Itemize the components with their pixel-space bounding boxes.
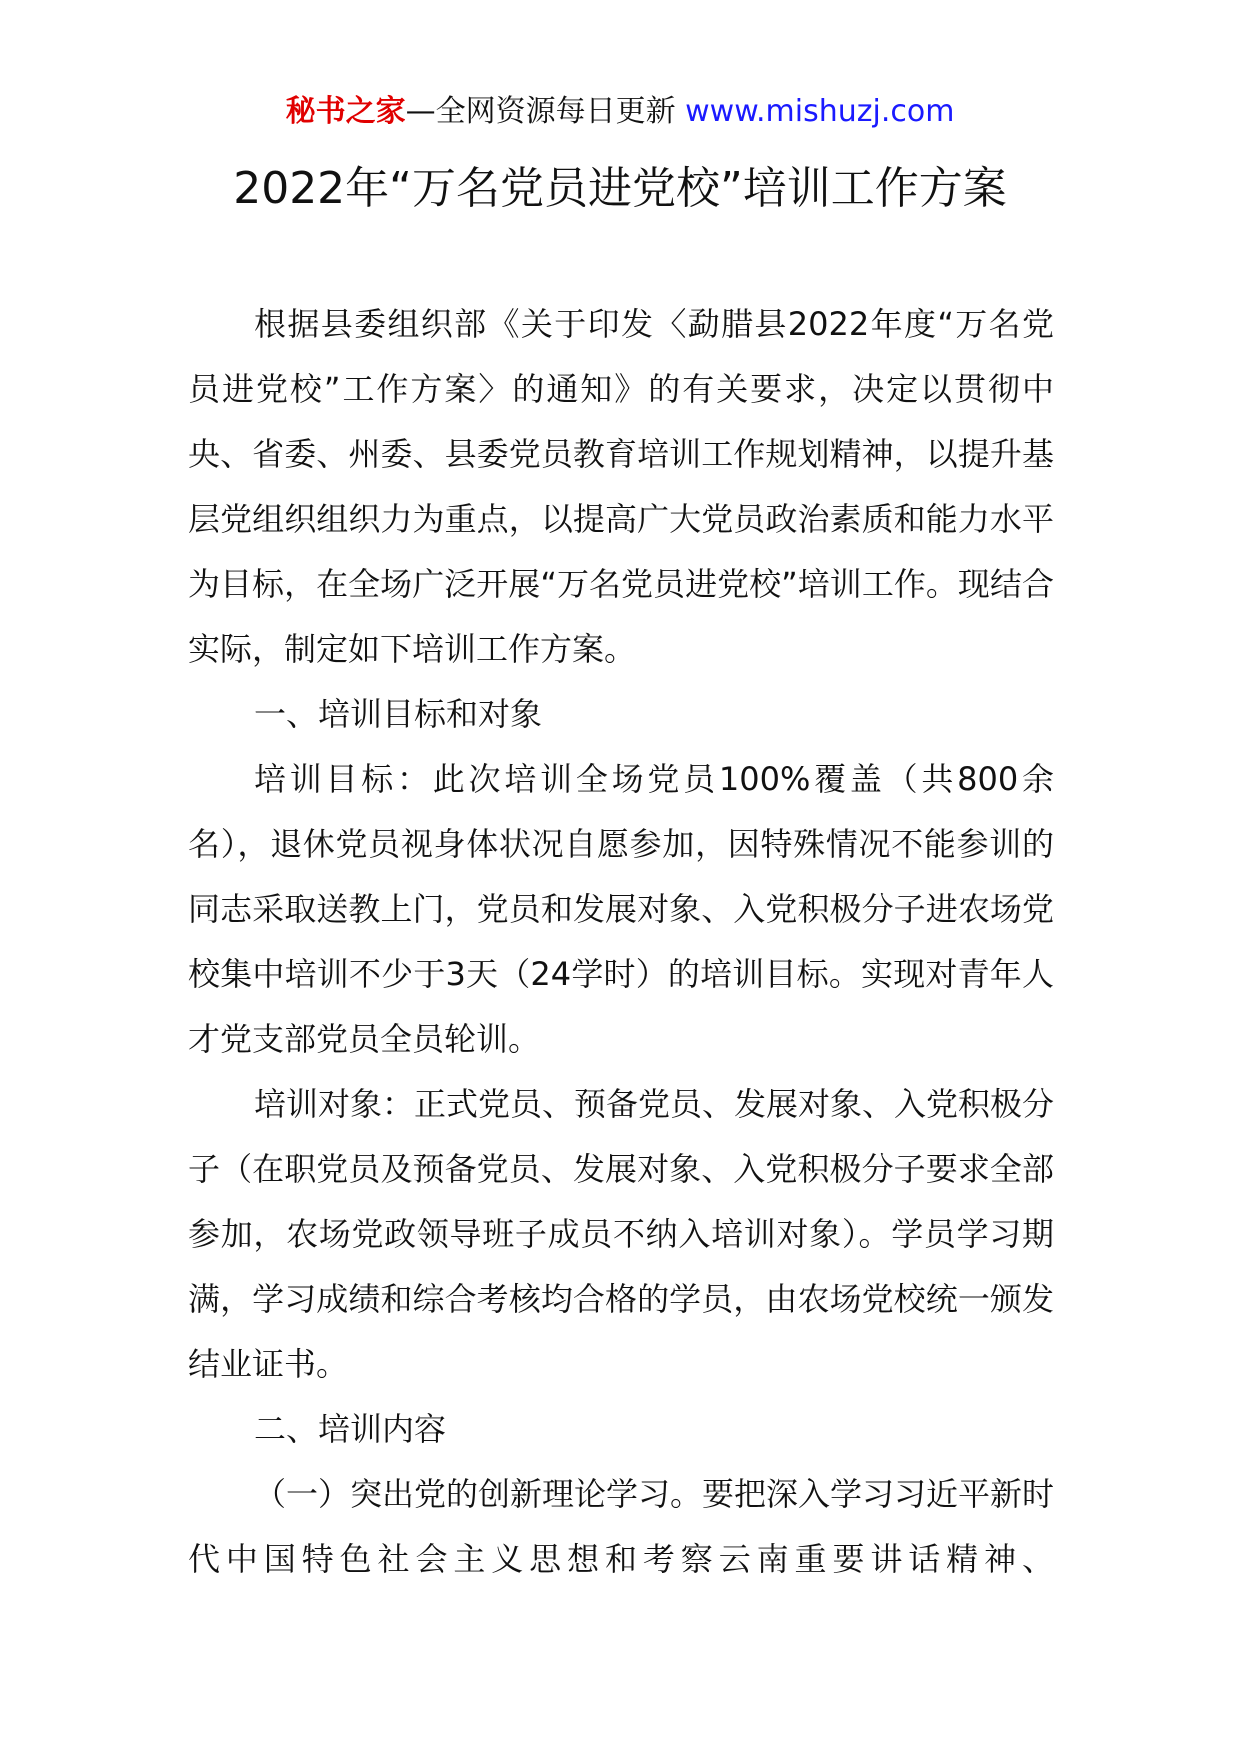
content-item-1-paragraph: （一）突出党的创新理论学习。要把深入学习习近平新时代中国特色社会主义思想和考察云南重要讲话精神、 [188,1475,1055,1578]
site-slogan: —全网资源每日更新 [405,94,686,129]
document-title: 2022年“万名党员进党校”培训工作方案 [233,163,1007,214]
document-body [188,292,1054,1592]
training-target-paragraph: 培训对象：正式党员、预备党员、发展对象、入党积极分子（在职党员及预备党员、发展对象、入党积极分子要求全部参加，农场党政领导班子成员不纳入培训对象）。学员学习期满，学习成绩和综合考核均合格的学员，由农场党校统一颁发结业证书。 [188,1085,1055,1383]
intro-paragraph: 根据县委组织部《关于印发〈勐腊县2022年度“万名党员进党校”工作方案〉的通知》的有关要求，决定以贯彻中央、省委、州委、县委党员教育培训工作规划精神，以提升基层党组织组织力为重点，以提高广大党员政治素质和能力水平为目标，在全场广泛开展“万名党员进党校”培训工作。现结合实际，制定如下培训工作方案。 [188,305,1054,668]
section-heading-2: 二、培训内容 [254,1410,447,1448]
site-banner [0,92,1240,132]
site-brand: 秘书之家 [285,94,406,129]
site-url-link[interactable]: www.mishuzj.com [685,94,955,129]
section-heading-1: 一、培训目标和对象 [254,695,543,733]
training-goal-paragraph: 培训目标：此次培训全场党员100%覆盖（共800余名），退休党员视身体状况自愿参加，因特殊情况不能参训的同志采取送教上门，党员和发展对象、入党积极分子进农场党校集中培训不少于3天（24学时）的培训目标。实现对青年人才党支部党员全员轮训。 [188,760,1054,1058]
